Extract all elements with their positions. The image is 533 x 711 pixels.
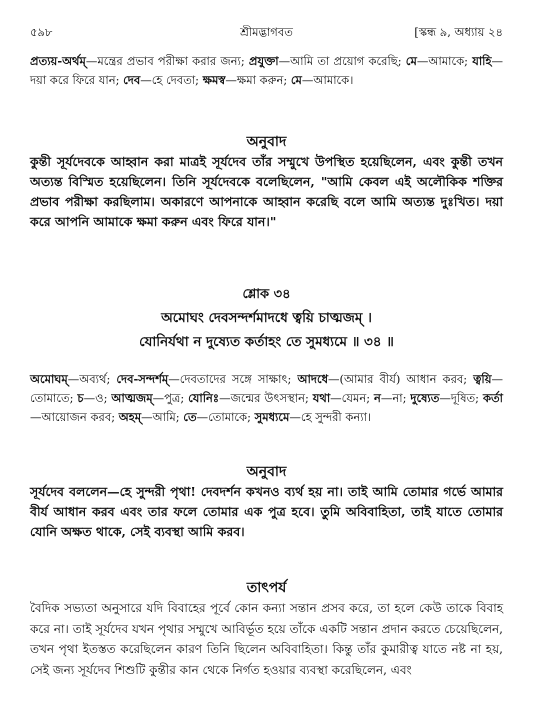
translation-heading-1: অনুবাদ (246, 134, 287, 150)
synonym-term: দেব-সন্দর্শম্ (116, 372, 169, 386)
synonym-term: প্রযুক্তা (248, 54, 279, 68)
synonym-term: দুষ্যেত (410, 391, 440, 405)
synonym-meaning: —আমি তা প্রয়োগ করেছি; (278, 54, 406, 68)
synonym-meaning: —মন্ত্রের প্রভাব পরীক্ষা করার জন্য; (85, 54, 249, 68)
book-title: শ্রীমদ্ভাগবত (240, 25, 293, 39)
synonym-meaning: —তোমাতে; (30, 372, 503, 405)
translation-heading-2-wrap (30, 460, 503, 480)
translation-1-block (30, 152, 503, 232)
synonym-meaning: —হে সুন্দরী কন্যা। (289, 410, 372, 424)
synonym-meaning: —ও; (83, 391, 112, 405)
verse-label: শ্লোক ৩৪ (242, 287, 291, 302)
page-number: ৫৯৮ (30, 25, 53, 39)
synonym-term: ক্ষমস্ব (202, 73, 226, 87)
translation-2: সূর্যদেব বললেন—হে সুন্দরী পৃথা! দেবদর্শন কখনও ব্যর্থ হয় না। তাই আমি তোমার গর্ভে আমার বীর্য আধান করব এবং তার ফলে তোমার এক পুত্র হবে। তুমি অবিবাহিতা, তাই যাতে তোমার যোনি অক্ষত থাকে, সেই ব্যবস্থা আমি করব। (30, 484, 503, 539)
synonym-meaning: —দেবতাদের সঙ্গে সাক্ষাৎ; (168, 372, 298, 386)
synonym-term: ত্বয়ি (473, 372, 492, 386)
translation-1: কুন্তী সূর্যদেবকে আহ্বান করা মাত্রই সূর্যদেব তাঁর সম্মুখে উপস্থিত হয়েছিলেন, এবং কুন্তী তখন অত্যন্ত বিস্মিত হয়েছিলেন। তিনি সূর্যদেবকে বলেছিলেন, "আমি কেবল এই অলৌকিক শক্তির প্রভাব পরীক্ষা করছিলাম। অকারণে আপনাকে আহ্বান করেছি বলে আমি অত্যন্ত দুঃখিত। দয়া করে আপনি আমাকে ক্ষমা করুন এবং ফিরে যান।" (30, 154, 503, 229)
synonym-term: যথা (312, 391, 331, 405)
verse-line-1: অমোঘং দেবসন্দর্শমাদধে ত্বয়ি চাত্মজম্ । (161, 310, 372, 326)
synonym-meaning: —দয়া করে ফিরে যান; (30, 54, 503, 87)
chapter-reference: [স্কন্ধ ৯, অধ্যায় ২৪ (414, 25, 503, 39)
synonym-term: অহম্ (118, 410, 142, 424)
synonym-meaning: —আমাকে; (416, 54, 473, 68)
synonym-term: অমোঘম্ (30, 372, 68, 386)
synonym-meaning: —অব্যর্থ; (67, 372, 117, 386)
synonym-term: সুমধ্যমে (254, 410, 290, 424)
translation-heading-1-wrap (30, 130, 503, 150)
synonym-meaning: —না; (380, 391, 411, 405)
synonym-meaning: —যেমন; (330, 391, 375, 405)
purport-heading-wrap (30, 576, 503, 596)
synonym-term: প্রত্যয়-অর্থম্ (30, 54, 86, 68)
verse-line-2: যোনির্যথা ন দুষ্যেত কর্তাহং তে সুমধ্যমে ॥ ৩৪ ॥ (139, 334, 394, 350)
translation-2-block (30, 482, 503, 542)
running-header (30, 24, 503, 42)
synonym-meaning: —হে দেবতা; (140, 73, 203, 87)
synonyms-verse (30, 370, 503, 427)
synonym-term: আদধে (297, 372, 329, 386)
synonyms-top (30, 52, 503, 90)
synonyms-top-block (30, 52, 503, 90)
synonym-term: যাহি (472, 54, 492, 68)
synonym-meaning: —ক্ষমা করুন; (225, 73, 291, 87)
synonym-meaning: —(আমার বীর্য) আধান করব; (328, 372, 474, 386)
synonym-term: তে (183, 410, 197, 424)
synonym-term: আত্মজম্ (111, 391, 153, 405)
synonym-term: যোনিঃ (188, 391, 220, 405)
synonym-meaning: —তোমাকে; (196, 410, 255, 424)
synonym-term: দেব (123, 73, 141, 87)
synonym-term: ন (374, 391, 381, 405)
synonym-meaning: —দূষিত; (439, 391, 483, 405)
synonym-term: কর্তা (482, 391, 503, 405)
synonym-meaning: —আমি; (141, 410, 184, 424)
synonym-term: মে (290, 73, 302, 87)
translation-heading-2: অনুবাদ (246, 464, 287, 480)
synonym-term: চ (77, 391, 84, 405)
synonym-meaning: —জন্মের উৎসস্থান; (219, 391, 313, 405)
synonyms-verse-block (30, 370, 503, 427)
synonym-term: মে (405, 54, 417, 68)
purport-text: বৈদিক সভ্যতা অনুসারে যদি বিবাহের পূর্বে কোন কন্যা সন্তান প্রসব করে, তা হলে কেউ তাকে বিবাহ করে না। তাই সূর্যদেব যখন পৃথার সম্মুখে আবির্ভূত হয়ে তাঁকে একটি সন্তান প্রদান করতে চেয়েছিলেন, তখন পৃথা ইতস্তত করেছিলেন কারণ তিনি ছিলেন অবিবাহিতা। কিন্তু তাঁর কুমারীত্ব যাতে নষ্ট না হয়, সেই জন্য সূর্যদেব শিশুটি কুন্তীর কান থেকে নির্গত হওয়ার ব্যবস্থা করেছিলেন, এবং (30, 601, 503, 677)
synonym-meaning: —আয়োজন করব; (30, 410, 119, 424)
purport-heading: তাৎপর্য (246, 580, 287, 596)
purport-block (30, 598, 503, 680)
synonym-meaning: —পুত্র; (152, 391, 189, 405)
verse-block (30, 285, 503, 365)
synonym-meaning: —আমাকে। (301, 73, 354, 87)
